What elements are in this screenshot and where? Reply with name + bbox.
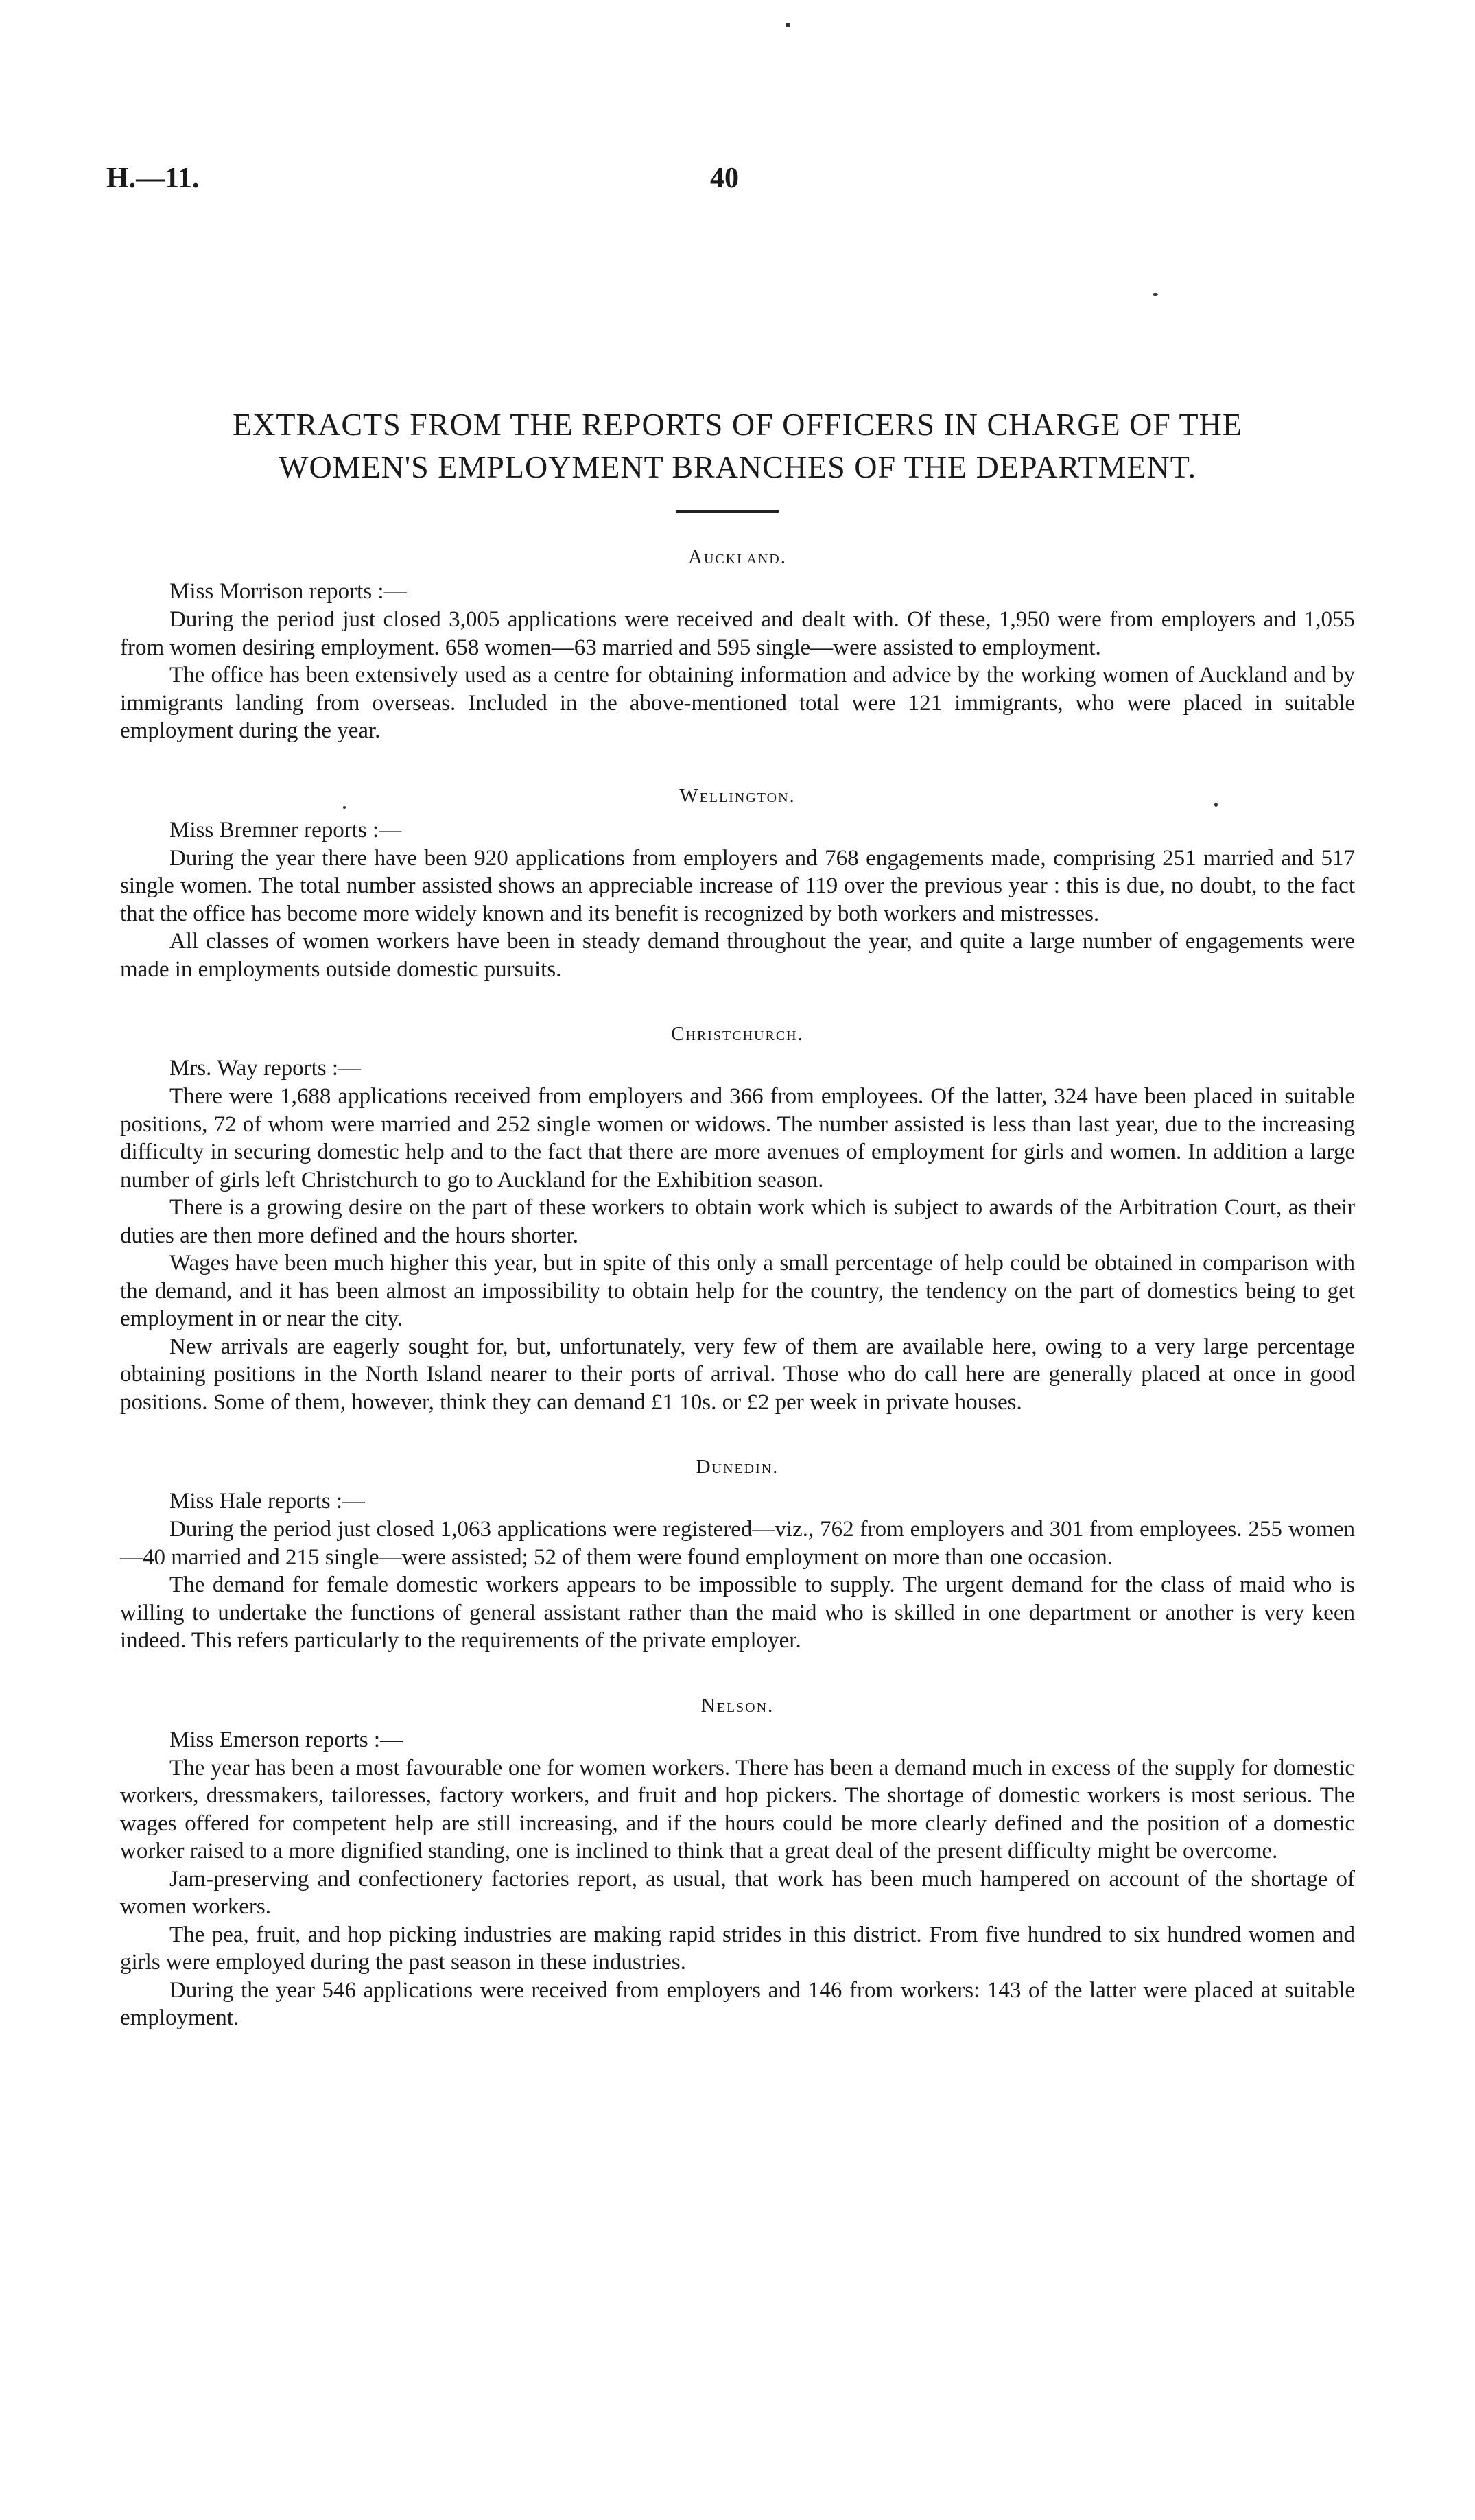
reporter-line: Mrs. Way reports :— [169,1056,362,1081]
page-number: 40 [710,163,739,194]
paragraph: There is a growing desire on the part of these workers to obtain work which is subject to awards of the Arbitration Court, as their duties are then more defined and the hours shorter. [120,1195,1355,1248]
paragraph: During the period just closed 1,063 applications were registered—viz., 762 from employers and 301 from employees. 255 women—40 married and 215 single—were assisted; 52 of them were found employment on more than one occasion. [120,1517,1355,1570]
title-line-2: WOMEN'S EMPLOYMENT BRANCHES OF THE DEPARTMENT. [279,449,1196,484]
section-heading: Wellington. [679,784,796,807]
reporter-line: Miss Morrison reports :— [169,579,407,604]
print-speck [786,23,790,27]
paragraph: During the period just closed 3,005 applications were received and dealt with. Of these, 1,950 were from employers and 1,055 from women desiring employment. 658 women—63 married and 595 single—were assisted to employment. [120,607,1355,660]
section-nelson [120,1691,1355,2032]
reporter-line: Miss Bremner reports :— [169,817,402,843]
page-header [106,162,1372,210]
title-divider [676,510,779,513]
section-dunedin [120,1452,1355,1655]
paragraph: Wages have been much higher this year, but in spite of this only a small percentage of help could be obtained in comparison with the demand, and it has been almost an impossibility to obtain help for the country, the tendency on the part of domestics being to get employment in or near the city. [120,1251,1355,1331]
paragraph: The pea, fruit, and hop picking industries are making rapid strides in this district. From five hundred to six hundred women and girls were employed during the past season in these industries. [120,1922,1355,1975]
paragraph: The demand for female domestic workers appears to be impossible to supply. The urgent demand for the class of maid who is willing to undertake the functions of general assistant rather than the maid who is skilled in one department or another is very keen indeed. This refers particularly to the requirements of the private employer. [120,1573,1355,1653]
section-heading: Auckland. [688,546,787,568]
section-auckland [120,542,1355,745]
title-line-1: EXTRACTS FROM THE REPORTS OF OFFICERS IN CHARGE OF THE [233,407,1242,442]
document-reference: H.—11. [106,163,200,194]
paragraph: The year has been a most favourable one for women workers. There has been a demand much in excess of the supply for domestic workers, dressmakers, tailoresses, factory workers, and fruit and hop pickers. The shortage of domestic workers is most serious. The wages offered for competent help are still increasing, and if the hours could be more clearly defined and the position of a domestic worker raised to a more dignified standing, one is inclined to think that a great deal of the present difficulty might be overcome. [120,1755,1355,1863]
print-speck [1214,803,1218,807]
section-heading: Dunedin. [696,1456,779,1478]
paragraph: New arrivals are eagerly sought for, but, unfortunately, very few of them are available here, owing to a very large percentage obtaining positions in the North Island nearer to their ports of arrival. Those who do call here are generally placed at once in good positions. Some of them, however, think they can demand £1 10s. or £2 per week in private houses. [120,1334,1355,1415]
section-heading: Nelson. [700,1694,775,1717]
print-speck [1153,293,1158,296]
section-christchurch [120,1019,1355,1416]
document-title [103,403,1372,488]
reporter-line: Miss Hale reports :— [169,1489,366,1514]
paragraph: All classes of women workers have been in steady demand throughout the year, and quite a large number of engagements were made in employments outside domestic pursuits. [120,929,1355,982]
reporter-line: Miss Emerson reports :— [169,1727,403,1752]
section-wellington [120,781,1355,984]
paragraph: The office has been extensively used as a centre for obtaining information and advice by the working women of Auckland and by immigrants landing from overseas. Included in the above-mentioned total were 121 immigrants, who were placed in suitable employment during the year. [120,663,1355,743]
paragraph: During the year there have been 920 applications from employers and 768 engagements made, comprising 251 married and 517 single women. The total number assisted shows an appreciable increase of 119 over the previous year : this is due, no doubt, to the fact that the office has become more widely known and its benefit is recognized by both workers and mistresses. [120,845,1355,926]
print-speck [343,806,346,809]
report-body [120,542,1355,2032]
section-heading: Christchurch. [671,1023,804,1045]
paragraph: Jam-preserving and confectionery factories report, as usual, that work has been much hampered on account of the shortage of women workers. [120,1866,1355,1919]
paragraph: During the year 546 applications were received from employers and 146 from workers: 143 of the latter were placed at suitable employment. [120,1977,1355,2030]
paragraph: There were 1,688 applications received from employers and 366 from employees. Of the latter, 324 have been placed in suitable positions, 72 of whom were married and 252 single women or widows. The number assisted is less than last year, due to the increasing difficulty in securing domestic help and to the fact that there are more avenues of employment for girls and women. In addition a large number of girls left Christchurch to go to Auckland for the Exhibition season. [120,1084,1355,1192]
